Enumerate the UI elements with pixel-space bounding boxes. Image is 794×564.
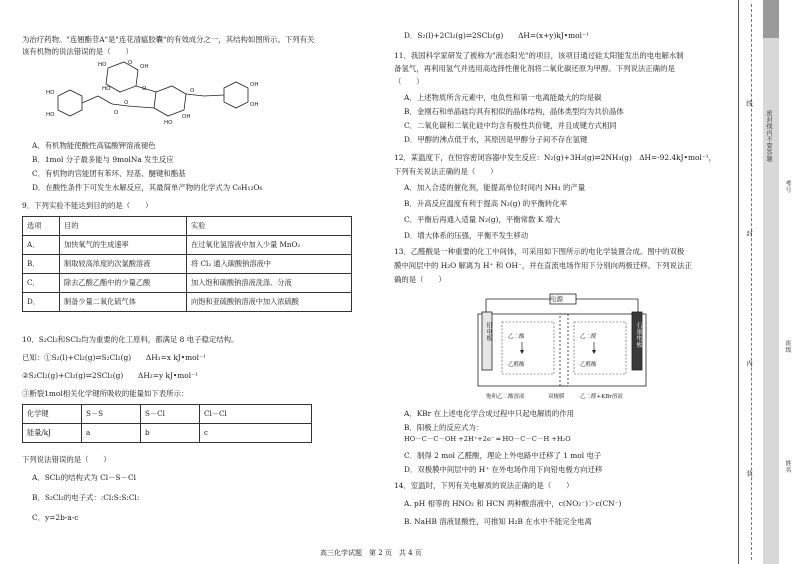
line-word: 线 — [745, 100, 753, 107]
q11-option-b: B．金刚石和单晶硅均具有相似的晶体结构，晶体类型均为共价晶体 — [404, 107, 624, 116]
q12-stem-line-1: 12．某温度下，在恒容密闭容器中发生反应：N₂(g)+3H₂(g)⇌2NH₃(g) ΔH=-92.4kJ•mol⁻¹， — [394, 153, 717, 162]
caption-bipolar-membrane: 双极膜 — [548, 394, 565, 400]
q14-option-a: A. pH 相等的 HNO₂ 和 HCN 两种酸溶液中，c(NO₂⁻)＞c(CN⁻) — [404, 499, 622, 508]
q13-option-c: C．制得 2 mol 乙醛酸，理论上外电路中迁移了 1 mol 电子 — [404, 451, 602, 460]
svg-text:O: O — [142, 86, 147, 92]
table-row — [23, 236, 352, 255]
q10-ask: 下列说法错误的是（ ） — [22, 455, 111, 464]
q12-option-a: A．加入合适的催化剂，能提高单位时间内 NH₃ 的产量 — [404, 183, 586, 192]
table-cell: 制取较高浓度的次氯酸溶液 — [60, 255, 187, 274]
graphite-electrode-label: 石墨电极 — [635, 322, 642, 348]
q11-option-c: C．二氧化碳和二氧化硅中均含有极性共价键，并且成键方式相同 — [404, 121, 617, 130]
table-cell: 能量/kJ — [23, 424, 82, 443]
right-upper-compound: 乙二醛 — [580, 334, 597, 340]
q13-option-d: D．双极膜中间层中的 H⁺ 在外电场作用下向铅电极方向迁移 — [404, 465, 603, 474]
gray-strip — [763, 0, 779, 564]
svg-text:O: O — [128, 60, 133, 66]
label-exam-number: 考号 — [784, 180, 791, 193]
q11-stem-line-1: 11．我国科学家研发了被称为"液态阳光"的项目，该项目通过硅太阳能发出的电电解水制 — [394, 51, 684, 60]
svg-text:HO: HO — [164, 120, 173, 126]
right-lower-compound: 乙醛酸 — [580, 362, 597, 368]
svg-text:O: O — [124, 100, 129, 106]
svg-text:OH: OH — [182, 114, 191, 120]
q10-eq3: ③断裂1mol相关化学键所吸收的能量如下表所示： — [22, 389, 189, 398]
table-row — [23, 274, 352, 293]
table-header-cell: 实验 — [187, 217, 352, 236]
q11-stem-line-2: 备氢气，再利用氢气并选用高选择性催化剂将二氧化碳还原为甲醇。下列说法正确的是 — [394, 64, 675, 73]
q10-option-a: A．SCl₂的结构式为 Cl－S－Cl — [32, 473, 136, 482]
table-row — [23, 424, 312, 443]
no-answer-note: 密封线内不要答题 — [765, 110, 772, 162]
table-header-cell: 选项 — [23, 217, 60, 236]
table-cell: 加快氧气的生成速率 — [60, 236, 187, 255]
table-cell: c — [200, 424, 312, 443]
table-row — [23, 255, 352, 274]
table-cell: B． — [23, 255, 60, 274]
bind-word: 装 — [745, 470, 753, 477]
page-footer: 高三化学试题 第 2 页 共 4 页 — [320, 549, 422, 557]
q11-option-d: D．甲醇的沸点低于水，其原因是甲醇分子间不存在氢键 — [404, 135, 588, 144]
q10-stem: 10．S₂Cl₂和SCl₂均为重要的化工原料，都满足 8 电子稳定结构。 — [22, 335, 239, 344]
q11-option-a: A．上述物质所含元素中，电负性和第一电离能最大的均是碳 — [404, 93, 602, 102]
inner-word: 内 — [745, 360, 753, 367]
table-cell: A． — [23, 236, 60, 255]
q13-stem-line-2: 膜中间层中的 H₂O 解离为 H⁺ 和 OH⁻，并在直流电场作用下分别向两极迁移。下列说法正 — [394, 261, 692, 270]
table-cell: 制备少量二氧化硫气体 — [60, 293, 187, 312]
q13-stem-line-1: 13．乙醛酸是一种重要的化工中间体，可采用如下图所示的电化学装置合成。图中的双极 — [394, 247, 685, 256]
intro-line-1: 为治疗药物。"连翘酯苷A"是"连花清瘟胶囊"的有效成分之一，其结构如图所示。下列有关 — [22, 35, 315, 44]
q10-table — [22, 404, 312, 443]
caption-right-solution: 乙二醛+KBr溶液 — [580, 394, 623, 400]
seal-word: 封 — [745, 230, 753, 237]
q8-option-b: B．1mol 分子最多能与 9molNa 发生反应 — [32, 155, 174, 164]
q13-stem-line-3: 确的是（ ） — [394, 275, 446, 284]
table-header-cell: S－S — [82, 405, 141, 424]
q8-option-c: C．有机物的官能团有苯环、羟基、醚键和酯基 — [32, 169, 186, 178]
svg-text:O: O — [190, 88, 195, 94]
q10-option-c: C．y=2b-a-c — [32, 513, 79, 522]
q12-option-b: B．升高反应温度有利于提高 N₂(g) 的平衡转化率 — [404, 199, 568, 208]
q10-eq2: ②S₂Cl₂(g)+Cl₂(g)⇌2SCl₂(g) ΔH₂=y kJ•mol⁻¹ — [22, 371, 198, 380]
q12-option-c: C．平衡后再通入适量 N₂(g)，平衡常数 K 增大 — [404, 215, 561, 224]
left-upper-compound: 乙二酸 — [508, 334, 525, 340]
power-source-label: 电源 — [550, 295, 563, 303]
q9-table — [22, 216, 352, 312]
table-header-cell: S－Cl — [141, 405, 200, 424]
binding-margin — [738, 0, 794, 564]
left-lower-compound: 乙醛酸 — [508, 362, 525, 368]
svg-text:OH: OH — [140, 64, 149, 70]
lead-electrode-label: 铅电极 — [485, 322, 492, 342]
q11-paren: （ ） — [394, 77, 424, 86]
q8-option-a: A．有机物能使酸性高锰酸钾溶液褪色 — [32, 141, 156, 150]
q14-option-b: B. NaHB 溶液显酸性，可推知 H₂B 在水中不能完全电离 — [404, 517, 592, 526]
q10-option-d: D．S₂(l)+2Cl₂(g)⇌2SCl₂(g) ΔH=(x+y)kJ•mol⁻¹ — [404, 31, 589, 40]
table-header-cell: Cl－Cl — [200, 405, 312, 424]
svg-text:HO: HO — [102, 86, 111, 92]
q12-option-d: D．增大体系的压强，平衡不发生移动 — [404, 231, 529, 240]
q14-stem: 14．室温时，下列有关电解质的说法正确的是（ ） — [394, 481, 574, 490]
table-header-row — [23, 405, 312, 424]
svg-text:HO: HO — [46, 112, 55, 118]
table-row — [23, 293, 352, 312]
table-cell: 除去乙酸乙酯中的少量乙酸 — [60, 274, 187, 293]
svg-text:HO: HO — [98, 62, 107, 68]
gray-strip-top — [763, 0, 779, 38]
table-cell: 向饱和亚硫酸钠溶液中加入浓硫酸 — [187, 293, 352, 312]
table-cell: D． — [23, 293, 60, 312]
table-header-row — [23, 217, 352, 236]
q8-option-d: D．在酸性条件下可发生水解反应，其最简单产物的化学式为 C₆H₁₂O₆ — [32, 183, 263, 192]
q10-known-eq1: 已知：①S₂(l)+Cl₂(g)⇌S₂Cl₂(g) ΔH₁=x kJ•mol⁻¹ — [22, 353, 206, 362]
table-cell: b — [141, 424, 200, 443]
table-cell: 在过氧化氢溶液中加入少量 MnO₂ — [187, 236, 352, 255]
table-header-cell: 化学键 — [23, 405, 82, 424]
svg-text:O: O — [114, 110, 119, 116]
svg-text:OH: OH — [250, 102, 259, 108]
svg-text:OH: OH — [250, 82, 259, 88]
caption-left-solution: 饱和乙二酸溶液 — [486, 394, 525, 400]
electrolysis-apparatus — [466, 292, 676, 404]
label-class: 班级 — [784, 340, 791, 353]
intro-line-2: 该有机物的说法错误的是（ ） — [22, 47, 133, 56]
q9-stem: 9．下列实验不能达到目的的是（ ） — [22, 201, 153, 210]
table-cell: 加入饱和碳酸钠溶液洗涤、分液 — [187, 274, 352, 293]
label-name: 姓名 — [784, 460, 791, 473]
table-cell: a — [82, 424, 141, 443]
q12-stem-line-2: 下列有关说法正确的是（ ） — [394, 167, 498, 176]
q13-b-equation: HO－C－C－OH +2H⁺+2e⁻ ═ HO－C－C－H +H₂O — [404, 435, 571, 443]
forsythoside-structure — [28, 58, 328, 138]
q13-option-a: A．KBr 在上述电化学合成过程中只起电解质的作用 — [404, 409, 574, 418]
svg-text:HO: HO — [46, 90, 55, 96]
q10-option-b: B．S₂Cl₂的电子式：:Cl:S:S:Cl: — [32, 493, 140, 502]
q13-option-b: B．阳极上的反应式为： — [404, 423, 484, 432]
table-header-cell: 目的 — [60, 217, 187, 236]
table-cell: C． — [23, 274, 60, 293]
table-cell: 将 Cl₂ 通入碳酸钠溶液中 — [187, 255, 352, 274]
